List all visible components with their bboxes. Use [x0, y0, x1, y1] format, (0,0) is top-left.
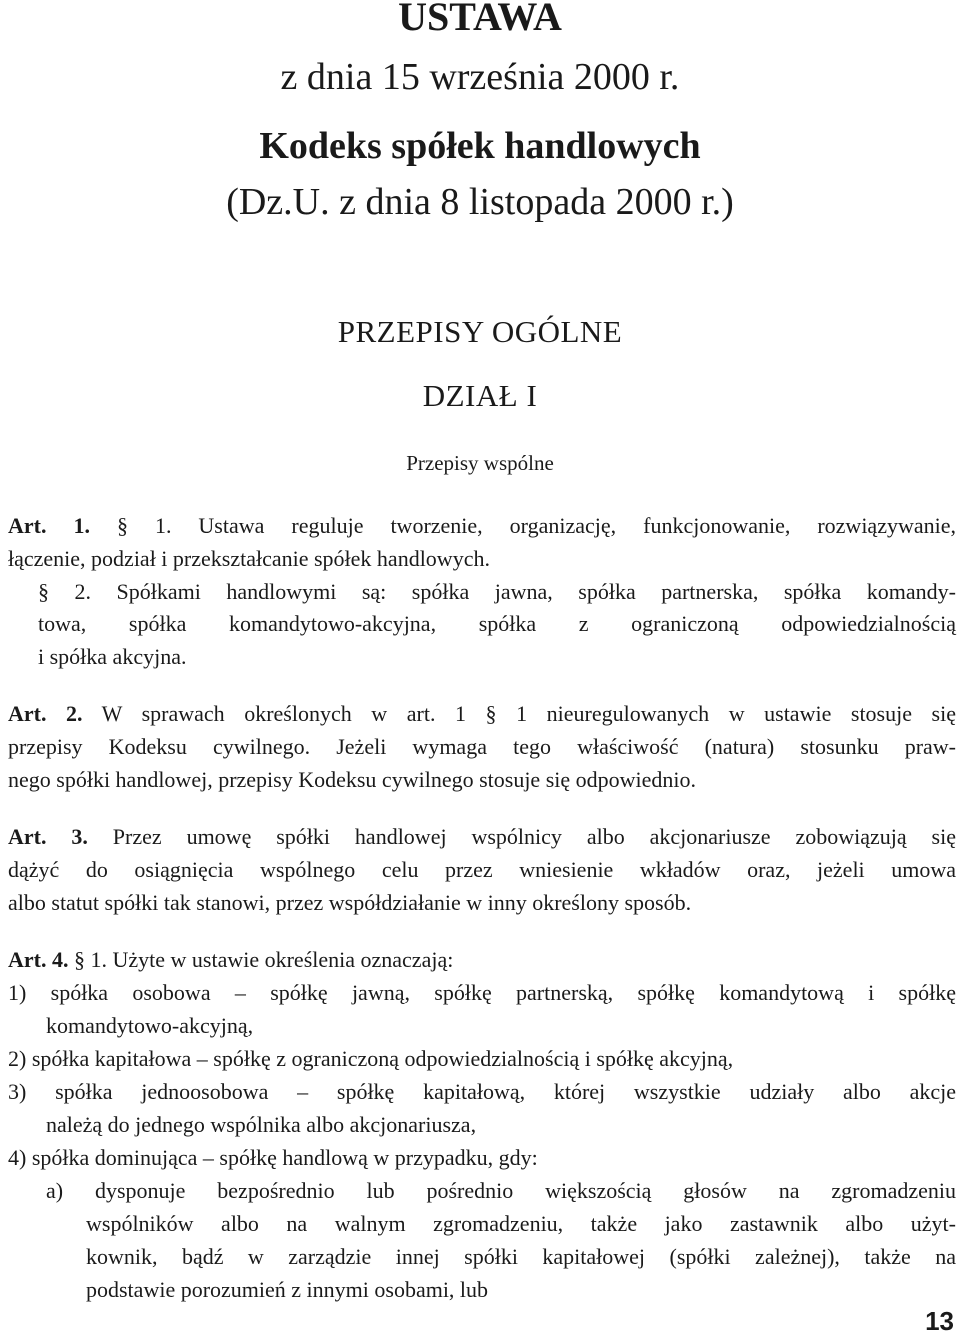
text-line: przepisy Kodeksu cywilnego. Jeżeli wymaga tego właściwość (natura) stosunku praw-	[8, 734, 956, 759]
text-line: komandytowo-akcyjną,	[46, 1013, 254, 1038]
text-line: Art. 1. § 1. Ustawa reguluje tworzenie, organizację, funkcjonowanie, rozwiązywanie,	[8, 513, 956, 538]
division-heading: DZIAŁ I	[422, 378, 538, 413]
text-line: Art. 3. Przez umowę spółki handlowej wspólnicy albo akcjonariusze zobowiązują się	[8, 824, 956, 849]
text-line: albo statut spółki tak stanowi, przez współdziałanie w inny określony sposób.	[8, 890, 692, 915]
act-name: Kodeks spółek handlowych	[259, 125, 701, 167]
chapter-heading: Przepisy wspólne	[406, 451, 554, 475]
act-date: z dnia 15 września 2000 r.	[280, 56, 680, 98]
list-item: 2) spółka kapitałowa – spółkę z ograniczoną odpowiedzialnością i spółkę akcyjną,	[8, 1046, 734, 1071]
act-title: USTAWA	[398, 0, 562, 39]
text-line: § 2. Spółkami handlowymi są: spółka jawna, spółka partnerska, spółka komandy-	[38, 579, 956, 604]
list-item: 4) spółka dominująca – spółkę handlową w przypadku, gdy:	[8, 1145, 538, 1170]
part-heading: PRZEPISY OGÓLNE	[337, 314, 623, 349]
text-line: Art. 4. § 1. Użyte w ustawie określenia oznaczają:	[8, 947, 454, 972]
text-line: kownik, bądź w zarządzie innej spółki kapitałowej (spółki zależnej), także na	[86, 1244, 956, 1269]
text-line: dążyć do osiągnięcia wspólnego celu przez wniesienie wkładów oraz, jeżeli umowa	[8, 857, 956, 882]
text-line: wspólników albo na walnym zgromadzeniu, także jako zastawnik albo użyt-	[86, 1211, 956, 1236]
text-line: Art. 2. W sprawach określonych w art. 1 § 1 nieuregulowanych w ustawie stosuje się	[8, 701, 956, 726]
list-item: 1) spółka osobowa – spółkę jawną, spółkę partnerską, spółkę komandytową i spółkę	[8, 980, 956, 1005]
publication-reference: (Dz.U. z dnia 8 listopada 2000 r.)	[226, 181, 734, 223]
text-line: podstawie porozumień z innymi osobami, lub	[86, 1277, 489, 1302]
list-item: 3) spółka jednoosobowa – spółkę kapitałową, której wszystkie udziały albo akcje	[8, 1079, 956, 1104]
text-line: należą do jednego wspólnika albo akcjonariusza,	[46, 1112, 477, 1137]
text-line: towa, spółka komandytowo-akcyjna, spółka z ograniczoną odpowiedzialnością	[38, 611, 956, 636]
article-label: Art. 2.	[8, 701, 83, 726]
sub-list-item: a) dysponuje bezpośrednio lub pośrednio większością głosów na zgromadzeniu	[46, 1178, 956, 1203]
text-line: i spółka akcyjna.	[38, 644, 187, 669]
article-label: Art. 4.	[8, 947, 69, 972]
page-number: 13	[925, 1306, 954, 1336]
article-label: Art. 1.	[8, 513, 90, 538]
text-line: nego spółki handlowej, przepisy Kodeksu cywilnego stosuje się odpowiednio.	[8, 767, 697, 792]
text-line: łączenie, podział i przekształcanie spółek handlowych.	[8, 546, 490, 571]
article-label: Art. 3.	[8, 824, 88, 849]
